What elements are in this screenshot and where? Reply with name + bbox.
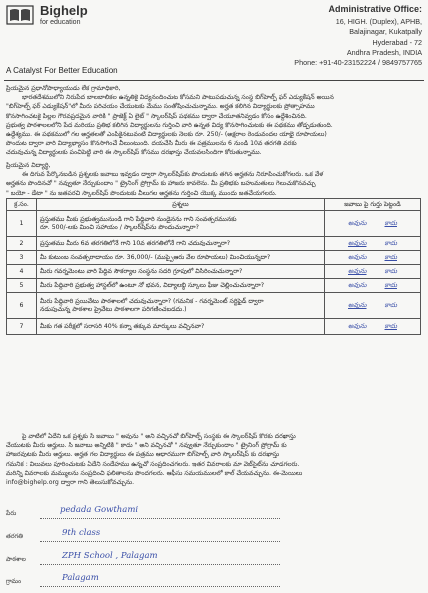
answer-yes[interactable]: అవును: [348, 252, 367, 261]
school-label: పాఠశాల: [6, 556, 26, 563]
village-underline: [40, 586, 280, 587]
table-row: [7, 211, 421, 237]
intro-line: భారతదేశములోని నిరుపేద బాలబాలికల ఉన్నతికై విద్యనందించుట కోసమని పాటుపడుచున్న సంస్థ బిగ్‌హెల్ప్ ఫర్ ఎడ్యుకేషన్ అయిన: [22, 94, 334, 102]
question-text: ప్రస్తుతము మీరు 6వ తరగతిలోనే గాని 10వ తరగతిలోనే గాని చదువుచున్నారా?: [40, 239, 231, 247]
row-sno: 1: [7, 211, 37, 237]
answer-yes[interactable]: అవును: [348, 238, 367, 247]
closing-text: [6, 432, 422, 487]
student-salutation: ప్రియమైన విద్యార్థి,: [6, 162, 51, 169]
row-sno: 2: [7, 237, 37, 251]
row-sno: 6: [7, 293, 37, 319]
class-field[interactable]: 9th class: [62, 528, 101, 538]
question-text-cont: రూ. 500/-లకు మించి సహాయం / స్కాలర్‌షిప్‌ను పొందుచున్నారా?: [40, 223, 199, 231]
table-header-row: [7, 199, 421, 211]
row-question: [37, 211, 325, 237]
intro-line: పొందుట ద్వారా వారి విద్యాభ్యాసం కొనసాగించే వీలుంటుంది. దయచేసి మీరు ఈ పత్రములను 6 నుండి 10వ తరగతి వరకు: [6, 140, 297, 148]
student-line: " బయో - డేటా " ను జతపరచి స్కాలర్‌షిప్ పొందుటకు వీలుగల అర్హతను గుర్తించి యొక్క ముందు జతచేయగలరు.: [6, 189, 277, 197]
row-question: [37, 293, 325, 319]
intro-line: కొనసాగించటకై పిల్లల గౌరవప్రదమైన వారికి " ప్రాజెక్ట్ ఏ లైట్ " స్కాలర్‌షిప్‌ పథకము ద్వారా చేయూతనివ్వడం కోసం ఉద్దేశించినది.: [6, 112, 307, 120]
answer-cell: [325, 211, 421, 237]
row-sno: 5: [7, 279, 37, 293]
name-field[interactable]: pedada Gowthami: [60, 505, 139, 515]
answer-no[interactable]: కాదు: [384, 266, 397, 275]
answer-no[interactable]: కాదు: [384, 280, 397, 289]
row-question: [37, 265, 325, 279]
table-row: [7, 251, 421, 265]
closing-line: పై వాటిలో ఏదేని ఒక ప్రశ్నకు సి జవాబు " అవును " అని వచ్చినచో బిగ్‌హెల్ప్ సంస్థకు ఈ స్కాలర్‌షిప్ కొరకు దరఖాస్తు: [22, 433, 296, 440]
village-label: గ్రామం: [6, 578, 22, 585]
answer-cell: [325, 279, 421, 293]
closing-line: చేయుటకు మీరు అర్హులు. సి జవాబు అన్నిటికి " కాదు " అని వచ్చినచో " నవ్వుతూ నేర్చుకుందాం " ట్రైనింగ్ ప్రోగ్రామ్ కు: [6, 442, 287, 450]
answer-yes[interactable]: అవును: [348, 218, 367, 227]
intro-salutation: ప్రియమైన ప్రధానోపాధ్యాయుడు లేక గ్రామాధికారి,: [6, 85, 121, 92]
office-title: Administrative Office:: [328, 4, 422, 14]
closing-line: గమనిక : విలువలు పూరించుటకు ఏదేని సందేహము ఉన్నచో సంప్రదించగలరు. ఇతర వివరాలకు మా వెబ్‌సైట్‌ను చూడగలరు.: [6, 460, 300, 468]
answer-cell: [325, 251, 421, 265]
closing-line: హాజరవుటకు మీరు అర్హులు. అర్హత గల విద్యార్థులు ఈ పత్రము ఆధారముగా బిగ్‌హెల్ప్ వారి స్కాలర్‌షిప్ కు దరఖాస్తు: [6, 451, 280, 459]
intro-line: ఉద్దేశ్యము. ఈ పథకములో గల అర్హతలతో ఎంపికైనటువంటి విద్యార్థులకు నెలకు రూ. 250/- (అక్షరాల రెండువందల యాభై రూపాయలు): [6, 131, 327, 139]
answer-yes[interactable]: అవును: [348, 300, 367, 309]
student-line: ఈ దిగువ పేర్కొనబడిన ప్రశ్నలకు జవాబు ఇవ్వడం ద్వారా స్కాలర్‌షిప్‌కు పొందుటకు తగిన అర్హతను నిరూపించుకోగలరు. ఒక వేళ: [22, 171, 324, 179]
name-underline: [40, 518, 280, 519]
row-sno: 4: [7, 265, 37, 279]
header-answer: జవాబు పై గుర్తు పెట్టండి: [325, 199, 421, 211]
header-question: ప్రశ్నలు: [37, 199, 325, 211]
answer-no[interactable]: కాదు: [384, 321, 397, 330]
table-row: [7, 237, 421, 251]
intro-line: ప్రభుత్వ పాఠశాలలలోని పేద మరియు ప్రతిభ కలిగిన విద్యార్థులను గుర్తించి వారి ఉన్నత విద్య కొనసాగించుటకు ఈ పథకము తోడ్పడుతుంది.: [6, 121, 333, 129]
row-question: [37, 319, 325, 335]
header-sno: క్ర.సం.: [7, 199, 37, 211]
intro-line: చదువుచున్న విద్యార్థులకు పంచిపెట్టి వారి ఈ స్కాలర్‌షిప్ కోసము దరఖాస్తు చేయవలసిందిగా కోరుతున్నాము.: [6, 149, 262, 157]
eligibility-table: [6, 198, 421, 335]
brand-subtitle: for education: [40, 19, 81, 26]
question-text: మీకు గత పరీక్షలో సరాసరి 40% కన్నా తక్కువ మార్కులు వచ్చినవా?: [40, 322, 205, 330]
question-text-cont: నడుపుచున్న పాఠశాల ప్రైవేటు పాఠశాలగా పరిగణించబడదు.): [40, 305, 187, 313]
table-row: [7, 265, 421, 279]
intro-letter: [6, 84, 422, 158]
row-question: [37, 251, 325, 265]
question-text: మీరు గవర్నమెంటు వారి పేద్దివ సౌకర్యాల సంస్థను సదరి గ్రూపులో విసిరించుచున్నారా?: [40, 267, 243, 275]
row-sno: 7: [7, 319, 37, 335]
question-text: మీ కుటుంబ సంవత్సరాదాయం రూ. 36,000/- (ముప్పైఆరు వేల రూపాయలు) మించియున్నదా?: [40, 253, 271, 261]
closing-line: మరిన్ని వివరాలకు మమ్ములను సంప్రదించి ఫలితాలను పొందగలరు. ఆఫీసు సమయములలో కాల్ చేయవచ్చును. ఈ-మెయిలు: [6, 469, 303, 477]
tagline: A Catalyst For Better Education: [6, 66, 118, 75]
address-line: Balajinagar, Kukatpally: [349, 27, 422, 37]
student-line: అర్హతను పొందినచో " నవ్వుతూ నేర్చుకుందాం " ట్రైనింగ్‌ ప్రోగ్రామ్ కు హాజరు కావలెను. మీ ప్రతిభకు బహుమతులు గెలుచుకొనవచ్చు: [6, 180, 316, 188]
phone-line: Phone: +91-40-23152224 / 9849757765: [294, 58, 422, 68]
answer-cell: [325, 237, 421, 251]
closing-line: info@bighelp.org ద్వారా గాని తెలుసుకోవచ్చును.: [6, 479, 135, 487]
address-line: Andhra Pradesh, INDIA: [346, 47, 422, 57]
table-row: [7, 279, 421, 293]
answer-no[interactable]: కాదు: [384, 218, 397, 227]
book-logo-icon: [6, 4, 34, 26]
class-underline: [40, 541, 280, 542]
row-question: [37, 279, 325, 293]
answer-yes[interactable]: అవును: [348, 266, 367, 275]
row-question: [37, 237, 325, 251]
answer-cell: [325, 319, 421, 335]
address-line: Hyderabad - 72: [372, 37, 422, 47]
row-sno: 3: [7, 251, 37, 265]
answer-no[interactable]: కాదు: [384, 238, 397, 247]
table-row: [7, 293, 421, 319]
answer-no[interactable]: కాదు: [384, 300, 397, 309]
school-underline: [40, 564, 280, 565]
question-text: మీరు పేద్దివారి ప్రయివేటు పాఠశాలలో చదువుచున్నారా? (గమనిక - గవర్నమెంట్ సర్టిఫైడ్ ద్వారా: [40, 297, 264, 305]
name-label: పేరు: [6, 510, 17, 517]
header-divider: [4, 80, 424, 81]
answer-cell: [325, 265, 421, 279]
student-letter: [6, 161, 422, 198]
school-field[interactable]: ZPH School , Palagam: [62, 551, 158, 561]
question-text: ప్రస్తుతము మీకు ప్రభుత్వమునుండి గాని పేద్దివారి నుండైనను గాని సంవత్సరమునకు: [40, 215, 237, 223]
table-row: [7, 319, 421, 335]
village-field[interactable]: Palagam: [62, 573, 99, 583]
address-line: 16, HIGH. (Duplex), APHB,: [335, 17, 422, 27]
brand-name: Bighelp: [40, 3, 88, 18]
class-label: తరగతి: [6, 533, 23, 540]
office-address: [294, 4, 422, 68]
intro-line: "బిగ్‌హెల్ప్ ఫర్ ఎడ్యుకేషన్"లో మీరు పరిచయం చేయుటకు మేము సంతోషించుచున్నాము. అర్హత కలిగిన విద్యార్థులకు ప్రోత్సాహము: [6, 103, 315, 111]
answer-yes[interactable]: అవును: [348, 321, 367, 330]
answer-cell: [325, 293, 421, 319]
question-text: మీరు పేద్దివారి ప్రభుత్వ హాస్టల్‌లో ఉంటూ నో భవన, విద్యాలబ్ధి స్కూలు ఫీజు చెల్లించుచున్నారా?: [40, 281, 264, 289]
answer-no[interactable]: కాదు: [384, 252, 397, 261]
answer-yes[interactable]: అవును: [348, 280, 367, 289]
